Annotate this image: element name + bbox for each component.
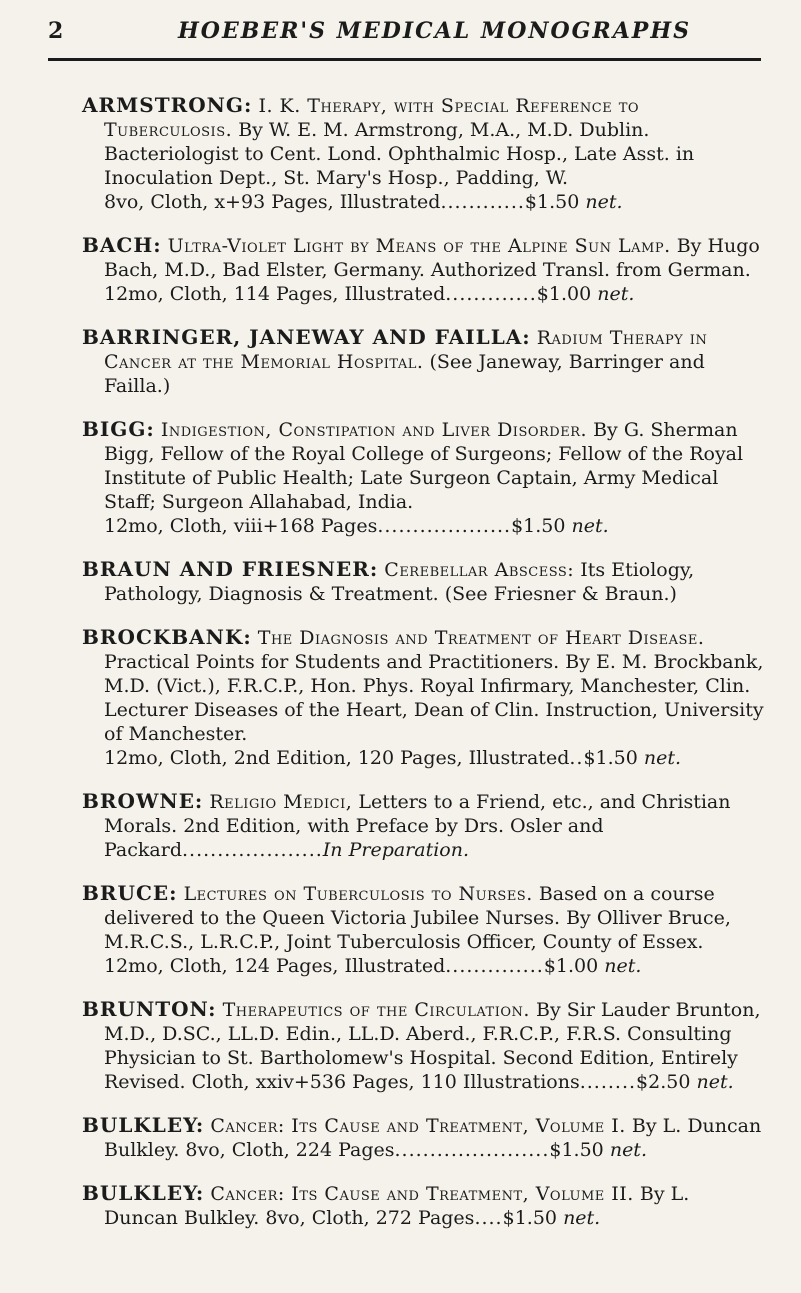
entry-description: Practical Points for Students and Practitioners. By E. M. Brockbank, M.D. (Vict.), F.R.C.P., Hon. Phys. Royal Infirmary, Manchester, Clin. Lecturer Diseases of the Heart, Dean of Clin. Instruction, University of Manchester. <box>104 651 764 745</box>
entry-price-suffix: net. <box>563 1207 601 1229</box>
entry-author: BARRINGER, JANEWAY AND FAILLA: <box>82 325 531 349</box>
entry-format: 8vo, Cloth, 272 Pages <box>265 1207 475 1229</box>
entry-price-suffix: net. <box>604 955 642 977</box>
entry-price: $1.00 <box>543 955 599 977</box>
entry-format: 12mo, Cloth, 2nd Edition, 120 Pages, Illustrated <box>104 747 570 769</box>
entry-title: Ultra-Violet Light by Means of the Alpine Sun Lamp. <box>167 235 671 257</box>
entry-price-line <box>104 747 681 769</box>
entry-title: Radium Therapy in Cancer at the Memorial Hospital. <box>104 327 708 373</box>
entry-description: Letters to a Friend, etc., and Christian Morals. 2nd Edition, with Preface by Drs. Osler and Packard <box>104 791 731 861</box>
entry-leader-dots: .... <box>474 1207 503 1229</box>
entry-price-suffix: In Preparation. <box>322 839 470 861</box>
entry-title: Cancer: Its Cause and Treatment, Volume II. <box>210 1183 634 1205</box>
catalog-entry-bruce <box>82 881 769 978</box>
entry-title: Cancer: Its Cause and Treatment, Volume I. <box>210 1115 626 1137</box>
entry-price-suffix: net. <box>597 283 635 305</box>
catalog-entry-bach <box>82 233 769 306</box>
entry-format: Cloth, xxiv+536 Pages, 110 Illustrations <box>191 1071 580 1093</box>
entry-title: Lectures on Tuberculosis to Nurses. <box>183 883 533 905</box>
entry-price: $1.00 <box>536 283 592 305</box>
catalog-entry-braun <box>82 557 769 606</box>
entry-description: By Hugo Bach, M.D., Bad Elster, Germany. Authorized Transl. from German. <box>104 235 760 281</box>
entry-description: By Sir Lauder Brunton, M.D., D.SC., LL.D. Edin., LL.D. Aberd., F.R.C.P., F.R.S. Consulting Physician to St. Bartholomew's Hospital. Second Edition, Entirely Revised. <box>104 999 761 1093</box>
catalog-entry-browne <box>82 789 769 862</box>
entry-format: 12mo, Cloth, 114 Pages, Illustrated <box>104 283 446 305</box>
entry-leader-dots: .. <box>569 747 584 769</box>
entry-leader-dots: ........ <box>579 1071 637 1093</box>
entry-price-suffix: net. <box>571 515 609 537</box>
entry-title: Religio Medici, <box>209 791 353 813</box>
entry-title: I. K. Therapy, with Special Reference to Tuberculosis. <box>104 95 640 141</box>
entry-price-line <box>185 1139 647 1161</box>
entry-author: BROCKBANK: <box>82 625 252 649</box>
entry-title: The Diagnosis and Treatment of Heart Disease. <box>257 627 705 649</box>
entry-description: Its Etiology, Pathology, Diagnosis & Treatment. (See Friesner & Braun.) <box>104 559 695 605</box>
entry-author: BRAUN AND FRIESNER: <box>82 557 379 581</box>
entry-format: 8vo, Cloth, 224 Pages <box>185 1139 395 1161</box>
catalog-entry-bulkley-vol2 <box>82 1181 769 1230</box>
entry-price: $1.50 <box>583 747 638 769</box>
catalog-entry-barringer <box>82 325 769 398</box>
entry-author: BIGG: <box>82 417 155 441</box>
entry-price-suffix: net. <box>585 191 623 213</box>
entry-price-line <box>192 1071 734 1093</box>
entry-author: BRUNTON: <box>82 997 217 1021</box>
entry-description: By L. Duncan Bulkley. <box>104 1115 762 1161</box>
entry-author: BACH: <box>82 233 162 257</box>
entry-price: $1.50 <box>524 191 580 213</box>
entry-price-line <box>104 955 641 977</box>
entry-price: $1.50 <box>511 515 566 537</box>
entry-price: $2.50 <box>636 1071 691 1093</box>
entry-price: $1.50 <box>502 1207 558 1229</box>
entry-title: Therapeutics of the Circulation. <box>222 999 530 1021</box>
entry-author: BROWNE: <box>82 789 204 813</box>
entry-leader-dots: .................... <box>182 839 323 861</box>
catalog-entry-bulkley-vol1 <box>82 1113 769 1162</box>
entry-leader-dots: ............. <box>445 283 537 305</box>
entry-leader-dots: ................... <box>377 515 512 537</box>
entry-price-suffix: net. <box>643 747 682 769</box>
entry-description: By G. Sherman Bigg, Fellow of the Royal College of Surgeons; Fellow of the Royal Institute of Public Health; Late Surgeon Captain, Army Medical Staff; Surgeon Allahabad, India. <box>104 419 744 513</box>
entry-price-line <box>104 191 623 213</box>
catalog-entries <box>82 74 769 1240</box>
entry-description: By W. E. M. Armstrong, M.A., M.D. Dublin. Bacteriologist to Cent. Lond. Ophthalmic Hosp., Late Asst. in Inoculation Dept., St. Mary's Hosp., Padding, W. <box>104 119 695 189</box>
catalog-entry-brunton <box>82 997 769 1094</box>
catalog-entry-bigg <box>82 417 769 538</box>
entry-price-line <box>104 515 609 537</box>
entry-price: $1.50 <box>549 1139 604 1161</box>
entry-format: 8vo, Cloth, x+93 Pages, Illustrated <box>104 191 441 213</box>
entry-price-line <box>104 283 634 305</box>
entry-leader-dots: ...................... <box>394 1139 550 1161</box>
entry-author: ARMSTRONG: <box>82 93 253 117</box>
entry-price-suffix: net. <box>609 1139 647 1161</box>
entry-author: BULKLEY: <box>82 1113 205 1137</box>
entry-price-suffix: net. <box>696 1071 734 1093</box>
entry-description: (See Janeway, Barringer and Failla.) <box>104 351 705 397</box>
page-header <box>48 18 761 61</box>
entry-price-line <box>265 1207 600 1229</box>
page-number: 2 <box>48 18 64 44</box>
entry-description: By L. Duncan Bulkley. <box>104 1183 690 1229</box>
running-head: HOEBER'S MEDICAL MONOGRAPHS <box>178 18 691 44</box>
catalog-entry-brockbank <box>82 625 769 770</box>
entry-author: BRUCE: <box>82 881 178 905</box>
entry-title: Cerebellar Abscess: <box>384 559 575 581</box>
entry-leader-dots: ............ <box>440 191 525 213</box>
entry-format: 12mo, Cloth, 124 Pages, Illustrated <box>104 955 446 977</box>
entry-format: 12mo, Cloth, viii+168 Pages <box>104 515 378 537</box>
entry-author: BULKLEY: <box>82 1181 205 1205</box>
entry-leader-dots: .............. <box>445 955 544 977</box>
catalog-entry-armstrong <box>82 93 769 214</box>
entry-title: Indigestion, Constipation and Liver Disorder. <box>160 419 588 441</box>
entry-description: Based on a course delivered to the Queen Victoria Jubilee Nurses. By Olliver Bruce, M.R.C.S., L.R.C.P., Joint Tuberculosis Officer, County of Essex. <box>104 883 731 953</box>
